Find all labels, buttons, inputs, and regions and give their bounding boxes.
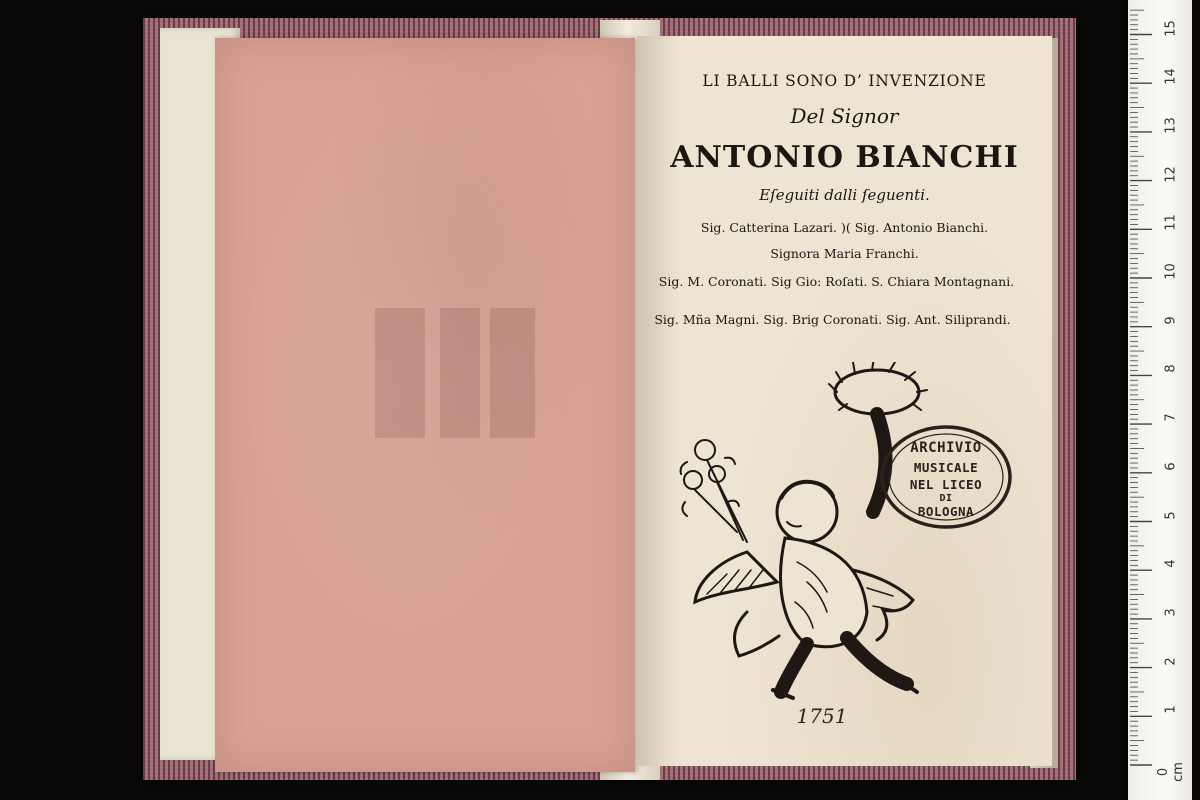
stamp-line: BOLOGNA <box>917 504 975 519</box>
ruler-number: 1 <box>1163 705 1179 714</box>
ruler-number: 15 <box>1163 19 1179 37</box>
ruler-number: 3 <box>1163 608 1179 617</box>
ruler-number: 12 <box>1163 165 1179 183</box>
ruler-ticks <box>1128 0 1192 800</box>
ruler-number: 7 <box>1163 413 1179 422</box>
ruler-number: 10 <box>1163 263 1179 280</box>
ruler-number: 9 <box>1163 316 1179 325</box>
performers-line-2: Signora Maria Franchi. <box>770 246 919 261</box>
ruler-number: 5 <box>1163 510 1179 520</box>
ruler-number: 4 <box>1163 559 1179 568</box>
stamp-line: DI <box>939 493 953 504</box>
title-page <box>637 36 1052 766</box>
author-name: ANTONIO BIANCHI <box>670 140 1019 175</box>
cherub-woodcut-illustration <box>677 362 937 702</box>
stamp-line: ARCHIVIO <box>910 440 982 456</box>
handwritten-date: 1751 <box>796 704 848 728</box>
ruler-number: 8 <box>1163 364 1179 374</box>
subheading-line: Del Signor <box>790 104 899 128</box>
pink-flyleaf <box>215 38 635 772</box>
ruler-number: 6 <box>1163 462 1179 471</box>
performers-line-4: Sig. Mña Magni. Sig. Brig Coronati. Sig. Ant. Siliprandi. <box>654 312 1011 327</box>
archive-stamp-text <box>877 422 1015 532</box>
ruler-number: 13 <box>1163 117 1179 134</box>
ruler-number: 11 <box>1163 214 1179 232</box>
performers-intro: Eſeguiti dalli ſeguenti. <box>759 186 930 204</box>
show-through-mark <box>365 288 545 458</box>
performers-line-1: Sig. Catterina Lazari. )( Sig. Antonio Bianchi. <box>700 220 989 235</box>
measuring-ruler <box>1128 0 1192 800</box>
ruler-number: 2 <box>1163 656 1179 666</box>
ruler-unit-label: 0 cm <box>1156 762 1186 782</box>
heading-line: LI BALLI SONO D’ INVENZIONE <box>702 72 987 90</box>
stamp-line: NEL LICEO <box>909 477 983 492</box>
stamp-line: MUSICALE <box>913 460 979 475</box>
performers-line-3: Sig. M. Coronati. Sig Gio: Roſati. S. Chiara Montagnani. <box>658 274 1015 289</box>
ruler-number: 14 <box>1163 68 1179 85</box>
